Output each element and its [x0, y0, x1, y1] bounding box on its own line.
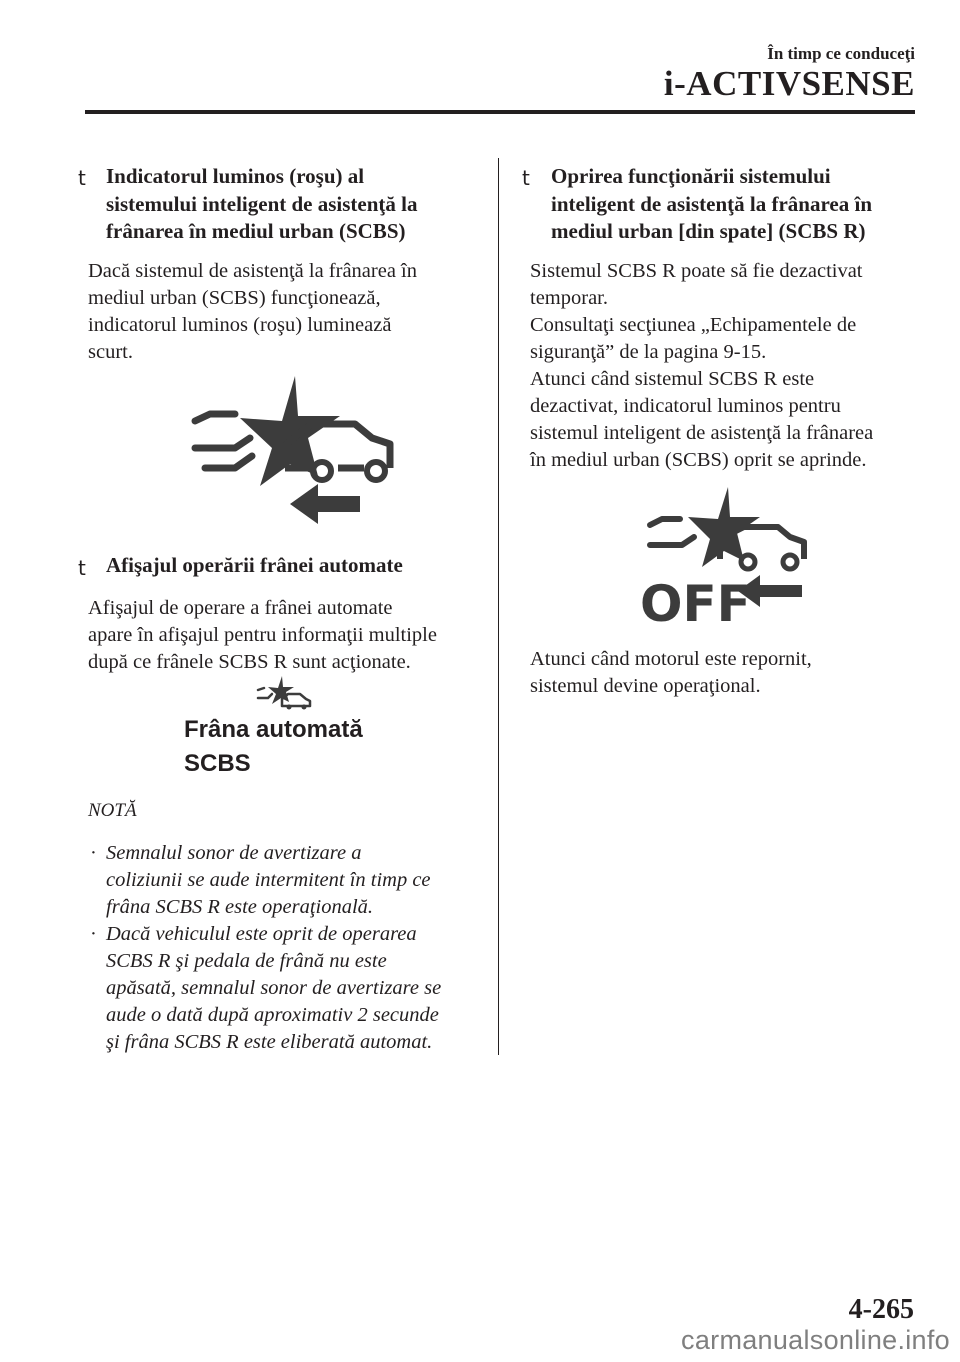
note-line: aude o dată după aproximativ 2 secunde — [106, 1004, 439, 1026]
body-line: scurt. — [88, 341, 133, 363]
scbs-off-icon — [640, 487, 810, 627]
note-line: SCBS R şi pedala de frână nu este — [106, 950, 387, 972]
display-line: Frâna automată — [184, 716, 363, 743]
body-line: apare în afişajul pentru informaţii multiple — [88, 624, 437, 646]
section-after-off — [530, 646, 930, 700]
section-marker: t — [78, 166, 86, 190]
note-title: NOTĂ — [88, 800, 137, 821]
body-line: în mediul urban (SCBS) oprit se aprinde. — [530, 449, 867, 471]
column-divider — [498, 158, 499, 1055]
body-line: indicatorul luminos (roşu) luminează — [88, 314, 392, 336]
note-item — [86, 921, 486, 1056]
body-line: Atunci când motorul este repornit, — [530, 648, 812, 670]
body-line: mediul urban (SCBS) funcţionează, — [88, 287, 381, 309]
section-body-display — [88, 595, 483, 676]
body-line: Dacă sistemul de asistenţă la frânarea în — [88, 260, 417, 282]
body-line: Atunci când sistemul SCBS R este — [530, 368, 815, 390]
heading-line: sistemului inteligent de asistenţă la — [106, 191, 418, 216]
display-message — [184, 713, 363, 781]
page-number: 4-265 — [848, 1294, 914, 1325]
chapter-title: În timp ce conduceţi — [767, 44, 915, 63]
note-line: şi frâna SCBS R este eliberată automat. — [106, 1031, 433, 1053]
body-line: dezactivat, indicatorul luminos pentru — [530, 395, 841, 417]
heading-line: Oprirea funcţionării sistemului — [551, 164, 831, 188]
note-line: apăsată, semnalul sonor de avertizare se — [106, 977, 442, 999]
note-line: Dacă vehiculul este oprit de operarea — [106, 923, 417, 945]
heading-line: inteligent de asistenţă la frânarea în — [551, 191, 873, 216]
header-rule — [85, 110, 915, 114]
section-body-off — [530, 258, 930, 474]
display-line: SCBS — [184, 750, 251, 777]
note-line: coliziunii se aude intermitent în timp ce — [106, 869, 431, 891]
body-line: siguranţă” de la pagina 9-15. — [530, 341, 767, 363]
note-line: Semnalul sonor de avertizare a — [106, 842, 362, 864]
heading-line: Indicatorul luminos (roşu) al — [106, 164, 365, 188]
section-marker: t — [522, 166, 530, 190]
off-label: OFF — [640, 575, 751, 627]
section-title: i-ACTIVSENSE — [663, 64, 915, 103]
body-line: după ce frânele SCBS R sunt acţionate. — [88, 651, 411, 673]
body-line: Afişajul de operare a frânei automate — [88, 597, 393, 619]
section-body-indicator — [88, 258, 483, 366]
note-line: frâna SCBS R este operaţională. — [106, 896, 374, 918]
body-line: sistemul inteligent de asistenţă la frânarea — [530, 422, 874, 444]
scbs-small-icon — [256, 676, 312, 712]
scbs-r-warning-icon — [190, 376, 400, 526]
section-heading-display: Afişajul operării frânei automate — [106, 553, 403, 577]
note-item — [86, 840, 486, 921]
body-line: sistemul devine operaţional. — [530, 675, 761, 697]
heading-line: mediul urban [din spate] (SCBS R) — [551, 219, 866, 243]
section-heading-indicator — [106, 163, 501, 246]
body-line: Consultaţi secţiunea „Echipamentele de — [530, 314, 857, 336]
note-list — [86, 840, 486, 1056]
bullet-dot: · — [90, 923, 97, 945]
body-line: temporar. — [530, 287, 608, 309]
body-line: Sistemul SCBS R poate să fie dezactivat — [530, 260, 863, 282]
heading-line: frânarea în mediul urban (SCBS) — [106, 219, 406, 243]
section-marker: t — [78, 556, 86, 580]
watermark: carmanualsonline.info — [681, 1325, 950, 1355]
bullet-dot: · — [90, 842, 97, 864]
section-heading-off — [551, 163, 946, 246]
